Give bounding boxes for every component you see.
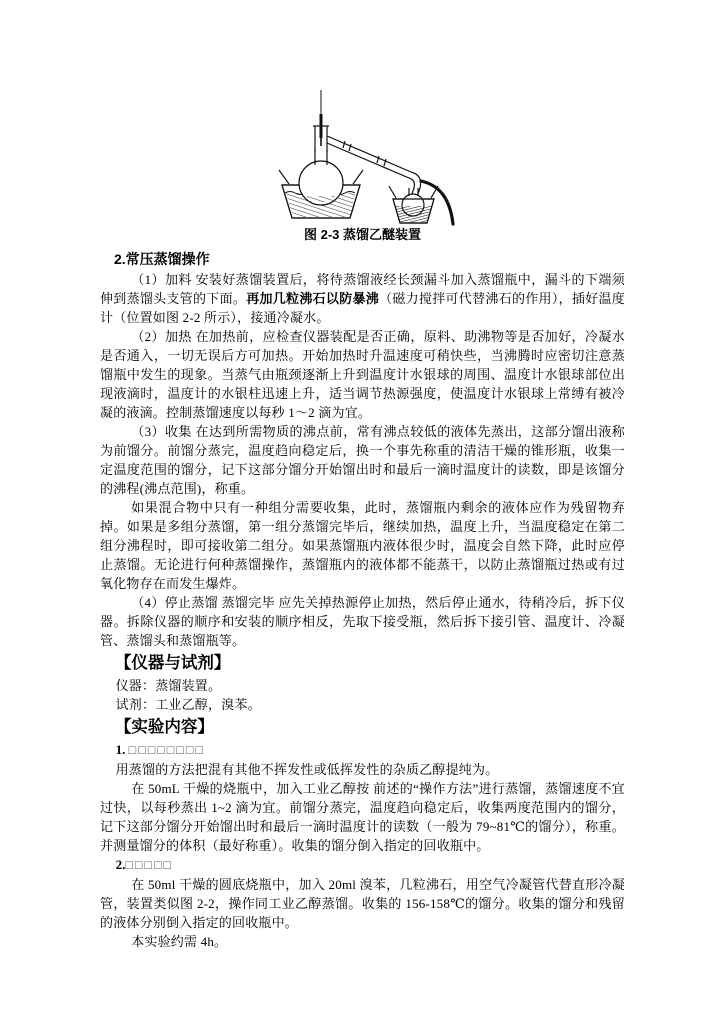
heading-experiment-content: 【实验内容】 [114,718,214,736]
step1-text-post: （磁力搅拌可代替沸石的作用），插好温度计（位置如图 2-2 所示），接通冷凝水。 [100,291,625,325]
ice-bath [389,186,438,223]
paragraph-step4-stopping: （4）停止蒸馏 蒸馏完毕 应先关掉热源停止加热，然后停止通水，待稍冷后，拆下仪器。拆除仪器的顺序和安装的顺序相反，先取下接受瓶，然后拆下接引管、温度计、冷凝管、蒸馏头和蒸馏瓶等。 [100,595,625,648]
distillation-head [313,90,329,152]
distilling-flask [299,150,343,205]
section-heading-atmospheric-distillation: 2.常压蒸馏操作 [114,251,210,267]
experiment-duration-note: 本实验约需 4h。 [131,934,228,949]
paragraph-step1-feeding [100,270,625,327]
distillation-apparatus-figure [259,88,467,226]
experiment-item1-procedure: 在 50mL 干燥的烧瓶中，加入工业乙醇按 前述的“操作方法”进行蒸馏，蒸馏速度不宜过快，以每秒蒸出 1~2 滴为宜。前馏分蒸完，温度趋向稳定后，收集两度范围内的馏分，记下这部分馏分开始馏出时和最后一滴时温度计的读数（一般为 79~81℃的馏分），称重。并测量馏分的体积（最好称重）。收集的馏分倒入指定的回收瓶中。 [100,781,625,853]
heading-instruments-reagents: 【仪器与试剂】 [114,654,231,672]
item2-number: 2. [115,857,126,872]
experiment-item1-intro: 用蒸馏的方法把混有其他不挥发性或低挥发性的杂质乙醇提纯为。 [115,762,499,777]
item1-placeholder-boxes: □□□□□□□□ [128,743,205,757]
figure-caption: 图 2-3 蒸馏乙醚装置 [303,227,421,242]
step1-bold-boiling-chips: 再加几粒沸石以防暴沸 [246,291,380,306]
step1-text-pre: （1）加料 安装好蒸馏装置后，将待蒸馏液经长颈漏斗加入蒸馏瓶中，漏斗的下端须伸到蒸馏头支管的下面。 [100,272,625,306]
experiment-item2-procedure: 在 50ml 干燥的圆底烧瓶中，加入 20ml 溴苯，几粒沸石，用空气冷凝管代替直形冷凝管，装置类似图 2-2，操作同工业乙醇蒸馏。收集的 156-158℃的馏分。收集的馏分和残留的液体分别倒入指定的回收瓶中。 [100,877,625,930]
experiment-item2-label [100,855,625,875]
item2-placeholder-boxes: □□□□□ [125,858,174,872]
experiment-item1-label [100,740,625,760]
item1-number: 1. [115,742,129,757]
instruments-line: 仪器：蒸馏装置。 [115,678,222,693]
paragraph-multi-component-note: 如果混合物中只有一种组分需要收集，此时，蒸馏瓶内剩余的液体应作为残留物弃掉。如果是多组分蒸馏，第一组分蒸馏完毕后，继续加热，温度上升，当温度稳定在第二组分沸程时，即可接收第二组分。如果蒸馏瓶内液体很少时，温度会自然下降，此时应停止蒸馏。无论进行何种蒸馏操作，蒸馏瓶内的液体都不能蒸干，以防止蒸馏瓶过热或有过氧化物存在而发生爆炸。 [100,500,625,591]
figure-2-3 [100,88,625,243]
paragraph-step3-collecting: （3）收集 在达到所需物质的沸点前，常有沸点较低的液体先蒸出，这部分馏出液称为前馏分。前馏分蒸完，温度趋向稳定后，换一个事先称重的清洁干燥的锥形瓶，收集一定温度范围的馏分，记下这部分馏分开始馏出时和最后一滴时温度计的读数，即是该馏分的沸程(沸点范围)，称重。 [100,424,625,496]
receiving-adapter [409,172,421,194]
reagents-line: 试剂：工业乙醇，溴苯。 [115,697,261,712]
paragraph-step2-heating: （2）加热 在加热前，应检查仪器装配是否正确，原料、助沸物等是否加好，冷凝水是否通入，一切无误后方可加热。开始加热时升温速度可稍快些，当沸腾时应密切注意蒸馏瓶中发生的现象。当蒸气由瓶颈逐渐上升到温度计水银球的周围、温度计水银球部位出现液滴时，温度计的水银柱迅速上升，适当调节热源强度，使温度计水银球上常缚有被冷凝的液滴。控制蒸馏速度以每秒 1～2 滴为宜。 [100,329,625,420]
